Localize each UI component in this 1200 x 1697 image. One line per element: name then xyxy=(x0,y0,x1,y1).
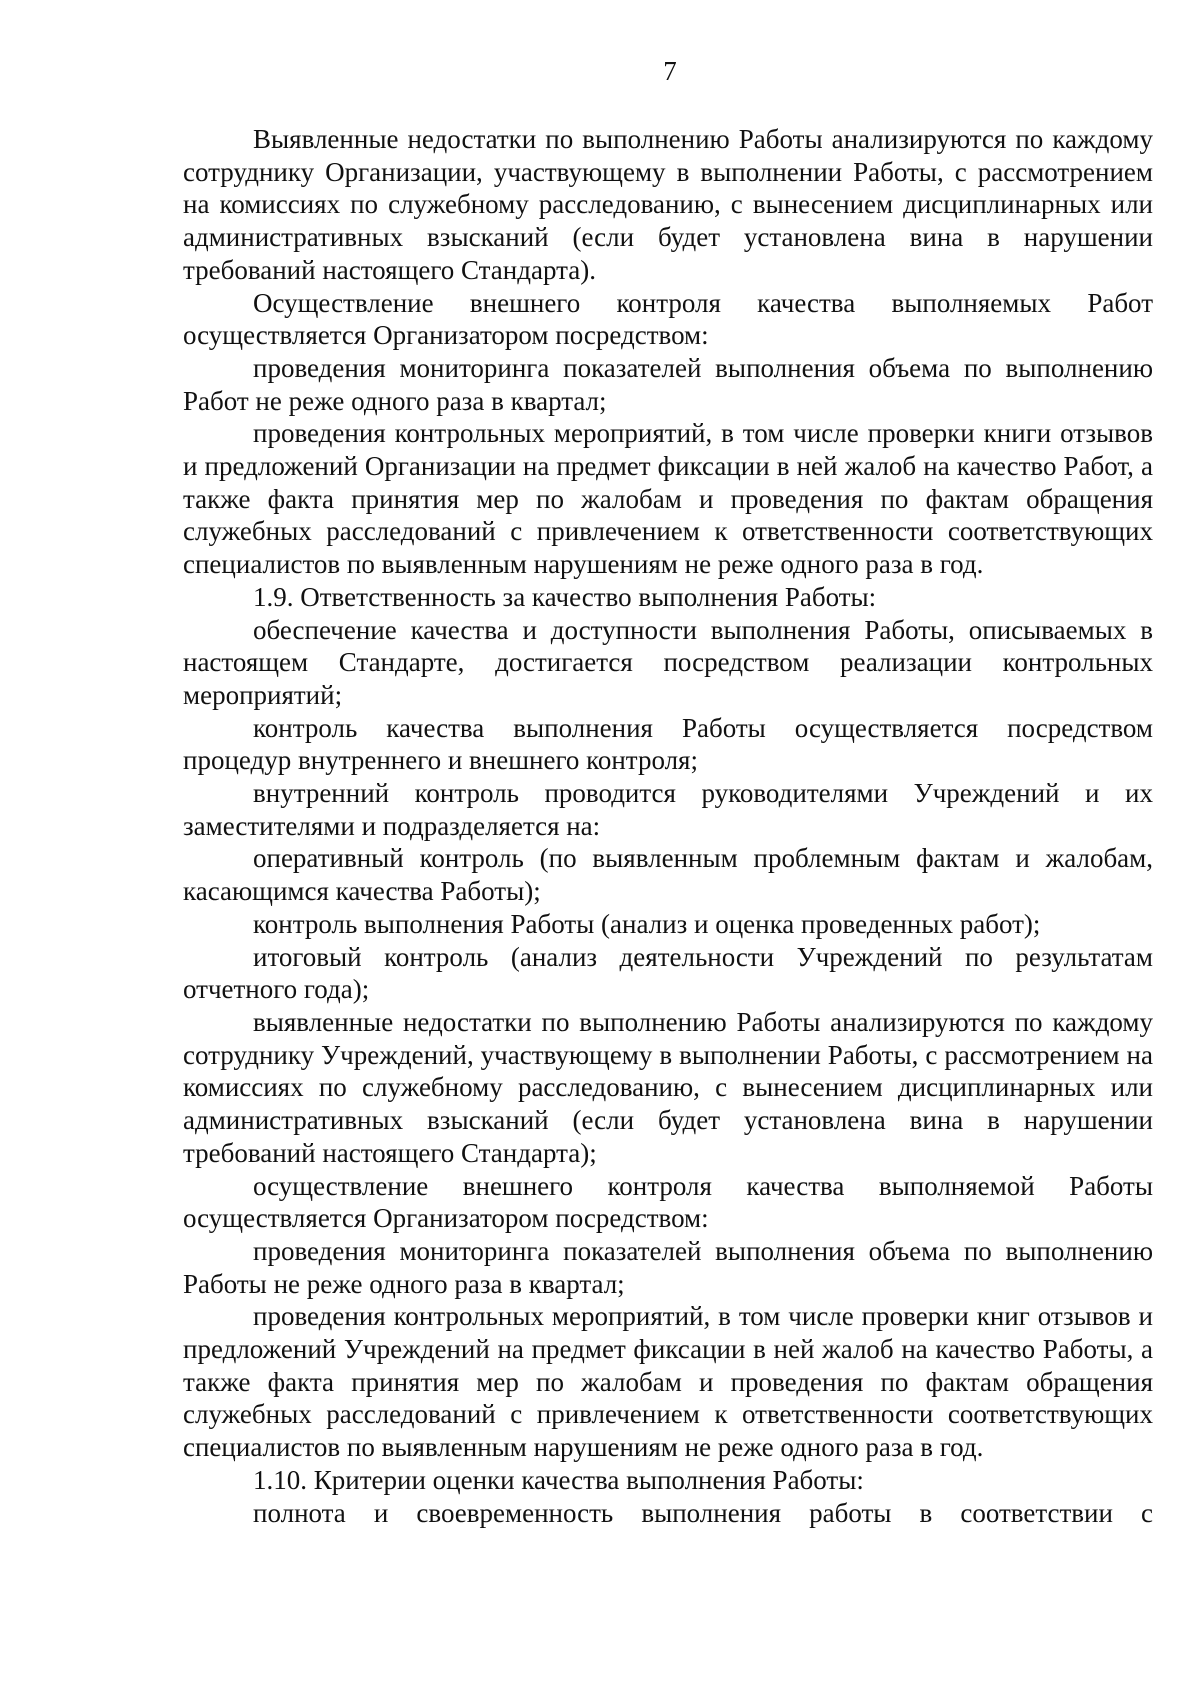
paragraph: контроль выполнения Работы (анализ и оценка проведенных работ); xyxy=(253,908,1041,939)
paragraph: Выявленные недостатки по выполнению Работы анализируются по каждому сотруднику Организации, участвующему в выполнении Работы, с рассмотрением на комиссиях по служебному расследованию, с вынесением дисциплинарных или административных взысканий (если будет установлена вина в нарушении требований настоящего Стандарта). xyxy=(183,124,1153,285)
paragraph: проведения контрольных мероприятий, в том числе проверки книг отзывов и предложений Учреждений на предмет фиксации в ней жалоб на качество Работы, а также факта принятия мер по жалобам и проведения по фактам обращения служебных расследований с привлечением к ответственности соответствующих специалистов по выявленным нарушениям не реже одного раза в год. xyxy=(183,1301,1153,1463)
paragraph: итоговый контроль (анализ деятельности Учреждений по результатам отчетного года); xyxy=(183,941,1153,1005)
paragraph: полнота и своевременность выполнения работы в соответствии с xyxy=(253,1497,1153,1528)
paragraph: проведения контрольных мероприятий, в том числе проверки книги отзывов и предложений Организации на предмет фиксации в ней жалоб на качество Работ, а также факта принятия мер по жалобам и проведения по фактам обращения служебных расследований с привлечением к ответственности соответствующих специалистов по выявленным нарушениям не реже одного раза в год. xyxy=(183,418,1153,580)
paragraph: Осуществление внешнего контроля качества выполняемых Работ осуществляется Организатором посредством: xyxy=(183,287,1153,351)
paragraph: обеспечение качества и доступности выполнения Работы, описываемых в настоящем Стандарте, достигается посредством реализации контрольных мероприятий; xyxy=(183,614,1153,710)
section-heading: 1.9. Ответственность за качество выполнения Работы: xyxy=(253,581,877,612)
paragraph: осуществление внешнего контроля качества выполняемой Работы осуществляется Организатором посредством: xyxy=(183,1170,1153,1234)
paragraph: проведения мониторинга показателей выполнения объема по выполнению Работ не реже одного раза в квартал; xyxy=(183,352,1153,416)
section-heading: 1.10. Критерии оценки качества выполнения Работы: xyxy=(253,1464,864,1495)
paragraph: проведения мониторинга показателей выполнения объема по выполнению Работы не реже одного раза в квартал; xyxy=(183,1235,1153,1299)
paragraph: внутренний контроль проводится руководителями Учреждений и их заместителями и подразделяется на: xyxy=(183,778,1153,841)
page-number: 7 xyxy=(663,56,677,86)
document-body xyxy=(183,123,1153,1529)
paragraph: оперативный контроль (по выявленным проблемным фактам и жалобам, касающимся качества Работы); xyxy=(183,843,1153,907)
paragraph: контроль качества выполнения Работы осуществляется посредством процедур внутреннего и внешнего контроля; xyxy=(183,712,1153,776)
paragraph: выявленные недостатки по выполнению Работы анализируются по каждому сотруднику Учреждений, участвующему в выполнении Работы, с рассмотрением на комиссиях по служебному расследованию, с вынесением дисциплинарных или административных взысканий (если будет установлена вина в нарушении требований настоящего Стандарта); xyxy=(183,1006,1153,1168)
